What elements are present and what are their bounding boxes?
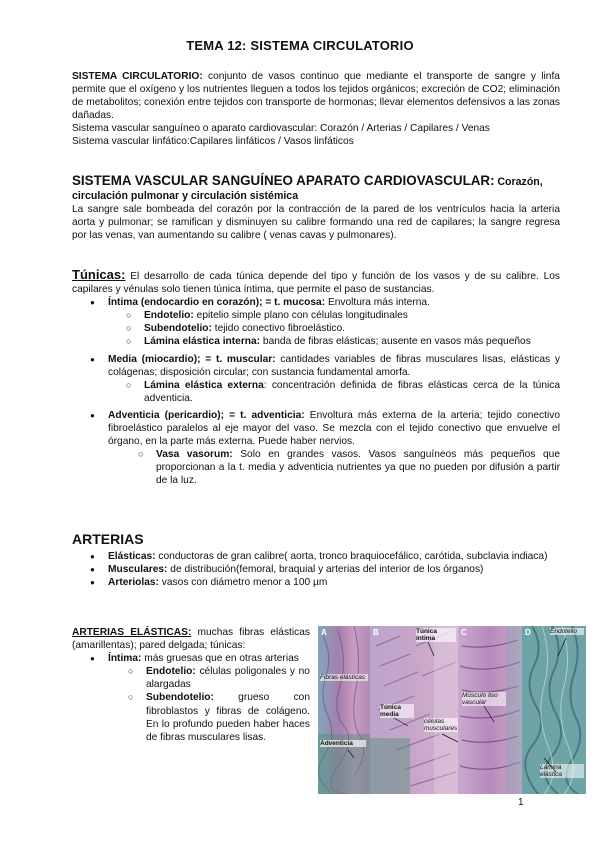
lamina-externa-text: : concentración definida de fibras elásticas cerca de la túnica adventicia. — [144, 379, 561, 404]
list-item — [108, 550, 560, 563]
list-item — [144, 335, 560, 348]
list-item — [146, 665, 310, 691]
tunica-media-label: Media (miocardio); = t. muscular: — [108, 353, 276, 365]
arteriolas-text: vasos con diámetro menor a 100 µm — [161, 577, 328, 589]
lamina-interna-label: Lámina elástica interna: — [144, 336, 261, 348]
tunica-media — [108, 353, 560, 405]
arterias-elasticas-text: conductoras de gran calibre( aorta, tronco braquiocefálico, carótida, subclavia indiaca) — [158, 551, 548, 563]
elasticas-text: muchas fibras elásticas (amarillentas); pared delgada; túnicas: — [72, 627, 310, 652]
list-item — [108, 652, 310, 744]
label-lamina-elastica: Lámina elástica — [540, 764, 584, 778]
intro-paragraph — [72, 70, 560, 149]
intro-term: SISTEMA CIRCULATORIO: — [72, 71, 203, 82]
elasticas-subendotelio-text: grueso con fibroblastos y fibras de colágeno. En lo profundo pueden haber haces de fibras musculares lisas. — [146, 692, 310, 743]
arterias-elasticas-label: Elásticas: — [108, 551, 156, 563]
section-heading: SISTEMA VASCULAR SANGUÍNEO APARATO CARDIOVASCULAR: — [72, 173, 495, 188]
list-item — [144, 379, 560, 405]
lamina-interna-text: banda de fibras elásticas; ausente en vasos más pequeños — [262, 336, 531, 348]
tunica-adventicia-text: Envoltura más externa de la arteria; tejido conectivo fibroelástico paralelos al eje mayor del vaso. Se mezcla con el tejido conectivo que envuelve el órgano, en la parte más externa. Puede haber nervios. — [108, 409, 560, 448]
tunica-adventicia — [108, 409, 560, 488]
list-item — [144, 309, 560, 322]
panel-b-label: B — [373, 628, 379, 637]
tunicas-heading: Túnicas: — [72, 267, 126, 282]
elasticas-heading: ARTERIAS ELÁSTICAS: — [72, 627, 192, 638]
section-arterias-elasticas — [72, 626, 310, 744]
tunica-media-text: cantidades variables de fibras musculares lisas, elásticas y colágenas; disposición circular; con sustancia fundamental amorfa. — [108, 353, 560, 378]
panel-a-label: A — [321, 628, 327, 637]
elasticas-endotelio-label: Endotelio: — [146, 666, 196, 678]
list-item — [108, 576, 560, 589]
arterias-heading: ARTERIAS — [72, 531, 144, 547]
label-musculo-liso: Músculo liso vascular — [462, 692, 506, 706]
section-cardiovascular — [72, 174, 560, 242]
section-heading-tail: Corazón, — [497, 176, 543, 188]
figure-pointer-lines — [318, 626, 586, 794]
elasticas-endotelio-text: células poligonales y no alargadas — [146, 666, 310, 691]
list-item — [108, 563, 560, 576]
lamina-externa-label: Lámina elástica externa — [144, 379, 264, 391]
list-item — [156, 448, 560, 487]
label-endotelio: Endotelio — [550, 628, 584, 635]
label-celulas-musculares: células musculares — [424, 718, 458, 732]
tunica-intima-text: Envoltura más interna. — [327, 297, 430, 309]
section-arterias — [72, 533, 560, 589]
subendotelio-label: Subendotelio: — [144, 323, 212, 335]
endotelio-text: epitelio simple plano con células longitudinales — [196, 310, 408, 322]
label-tunica-media: Túnica media — [380, 704, 414, 718]
elasticas-intima-text: más gruesas que en otras arterias — [144, 653, 299, 665]
intro-line-1: Sistema vascular sanguíneo o aparato cardiovascular: Corazón / Arterias / Capilares / Venas — [72, 123, 490, 135]
page-number: 1 — [518, 797, 524, 808]
vasa-vasorum-label: Vasa vasorum: — [156, 449, 233, 461]
section-subheading: circulación pulmonar y circulación sistémica — [72, 190, 299, 203]
tunica-intima-label: Íntima (endocardio en corazón); = t. mucosa: — [108, 297, 326, 309]
subendotelio-text: tejido conectivo fibroelástico. — [214, 323, 346, 335]
intro-line-2: Sistema vascular linfático:Capilares linfáticos / Vasos linfáticos — [72, 136, 354, 148]
histology-figure — [318, 626, 586, 794]
elasticas-subendotelio-label: Subendotelio: — [146, 692, 214, 704]
tunicas-text: El desarrollo de cada túnica depende del tipo y función de los vasos y de su calibre. Los capilares y vénulas solo tienen túnica íntima, que permite el paso de sustancias. — [72, 271, 560, 296]
arterias-musculares-label: Musculares: — [108, 564, 168, 576]
panel-c-label: C — [461, 628, 467, 637]
arteriolas-label: Arteriolas: — [108, 577, 159, 589]
vasa-vasorum-text: Solo en grandes vasos. Vasos sanguíneos más pequeños que proporcionan a la t. media y adventicia nutrientes ya que no pueden por difusión a partir de la luz. — [156, 449, 560, 487]
list-item — [146, 691, 310, 743]
section-tunicas — [72, 268, 560, 488]
panel-d-label: D — [525, 628, 531, 637]
section-text: La sangre sale bombeada del corazón por la contracción de la pared de los ventrículos hacia la arteria aorta y pulmonar; se ramifican y disminuyen su calibre formando una red de capilares; la sangre regresa por las venas, van aumentando su calibre ( venas cavas y pulmonares). — [72, 204, 560, 242]
tunica-intima — [108, 296, 560, 348]
intro-definition: conjunto de vasos continuo que mediante el transporte de sangre y linfa permite que el oxígeno y los nutrientes lleguen a todos los tejidos orgánicos; excreción de CO2; eliminación de metabolitos; conexión entre tejidos con transporte de hormonas; llevar elementos defensivos a las zonas dañadas. — [72, 71, 560, 122]
elasticas-intima-label: Íntima: — [108, 653, 142, 665]
endotelio-label: Endotelio: — [144, 310, 194, 322]
arterias-musculares-text: de distribución(femoral, braquial y arterias del interior de los órganos) — [170, 564, 484, 576]
label-fibras-elasticas: Fibras elásticas — [320, 674, 368, 681]
label-adventicia: Adventicia — [320, 740, 366, 747]
label-tunica-intima: Túnica íntima — [416, 628, 456, 642]
tunica-adventicia-label: Adventicia (pericardio); = t. adventicia: — [108, 409, 305, 421]
page-title: TEMA 12: SISTEMA CIRCULATORIO — [186, 38, 414, 53]
list-item — [144, 322, 560, 335]
